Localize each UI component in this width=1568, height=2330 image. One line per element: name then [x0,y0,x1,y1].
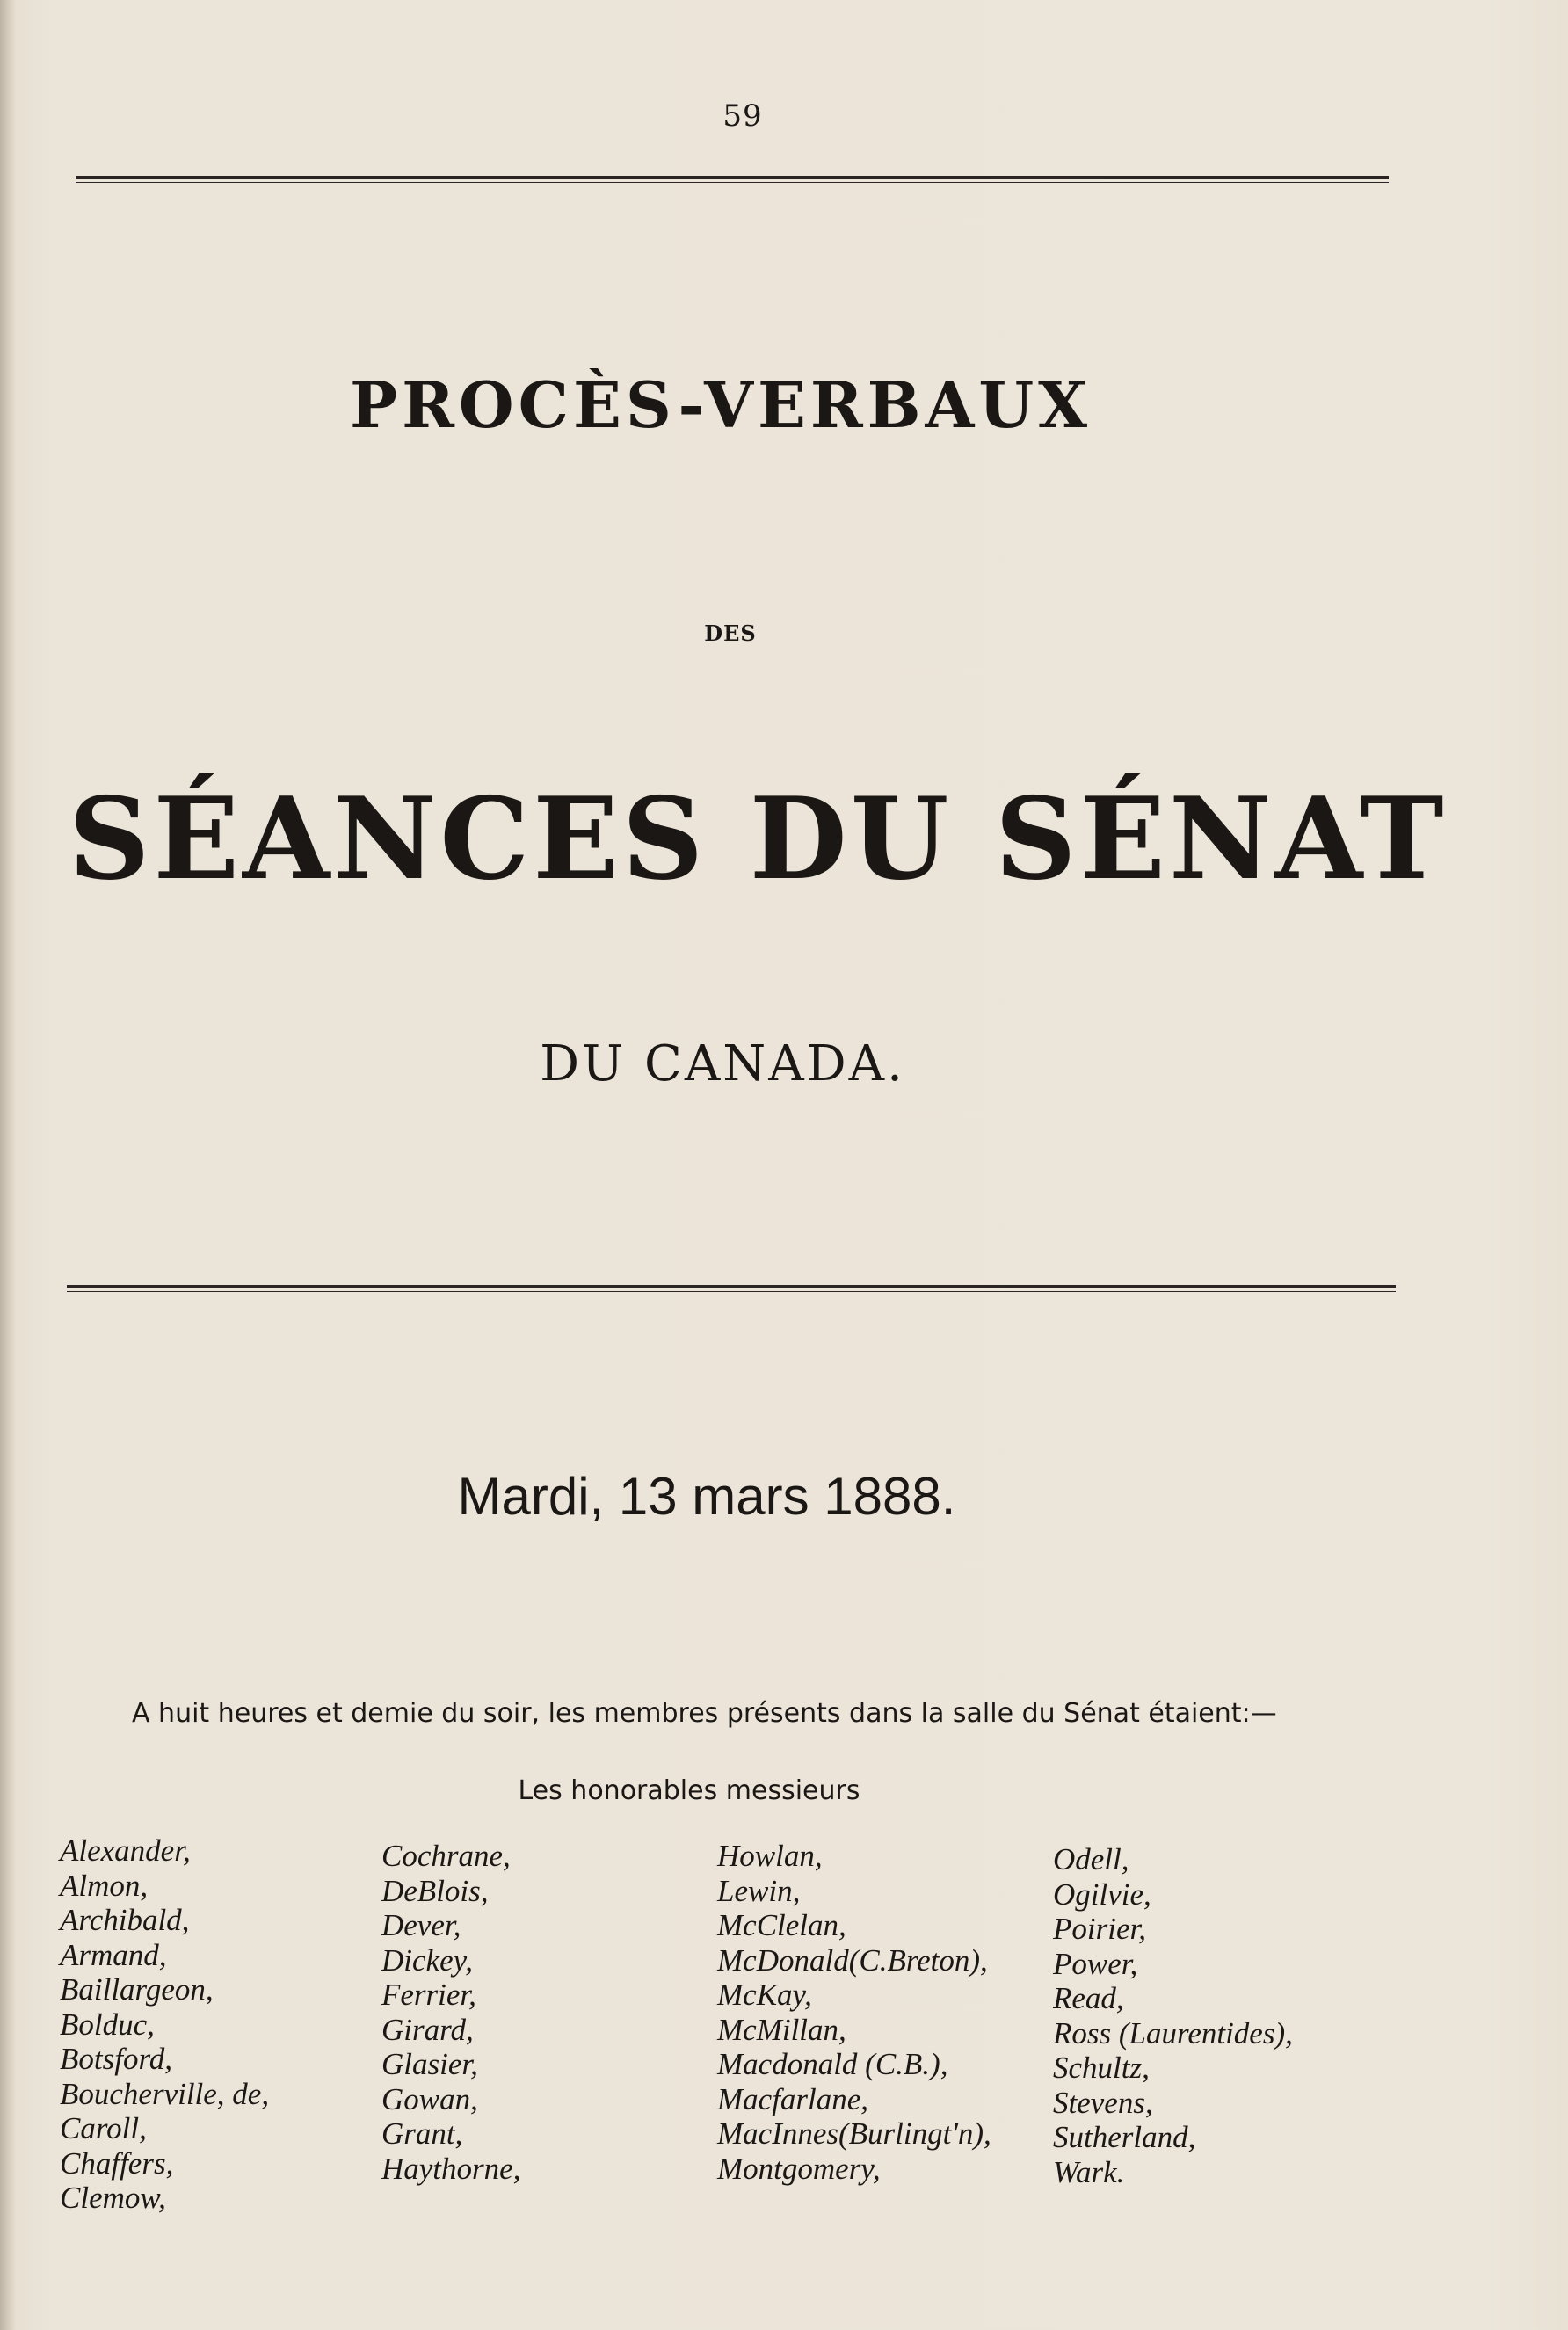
title-des: DES [704,621,757,646]
senator-name: Glasier, [381,2047,478,2081]
senator-name: Archibald, [60,1903,190,1937]
senator-name: Sutherland, [1053,2120,1196,2154]
intro-paragraph: A huit heures et demie du soir, les membres présents dans la salle du Sénat étaient:— [132,1698,1277,1729]
senator-name: Grant, [381,2116,463,2151]
senator-name: Wark. [1053,2154,1125,2189]
title-du-canada: DU CANADA. [540,1035,905,1092]
middle-rule [67,1285,1396,1292]
senator-name: Read, [1053,1981,1124,2015]
senator-name: Schultz, [1053,2051,1150,2085]
senator-column-4 [1053,1842,1293,2189]
senator-name: Haythorne, [381,2151,521,2186]
senator-name: Dickey, [381,1942,473,1978]
senator-name: Caroll, [60,2111,147,2145]
senator-name: Macdonald (C.B.), [717,2047,948,2081]
senator-name: Armand, [60,1937,167,1972]
senator-name: Chaffers, [60,2145,174,2181]
senator-name: Ferrier, [381,1978,476,2012]
top-rule [76,176,1389,183]
senator-name: Odell, [1053,1842,1129,1876]
senator-name: Howlan, [717,1839,823,1873]
title-seances-du-senat: SÉANCES DU SÉNAT [69,773,1448,905]
senator-name: Almon, [60,1868,149,1903]
senator-name: Clemow, [60,2181,166,2215]
senator-column-3 [717,1839,991,2186]
senator-name: Boucherville, de, [60,2076,270,2111]
senator-name: Gowan, [381,2081,478,2116]
senator-name: Lewin, [717,1873,801,1908]
senator-name: Stevens, [1053,2085,1153,2120]
senator-name: McClelan, [717,1908,846,1942]
senator-column-2 [381,1839,520,2186]
senator-name: McKay, [717,1978,812,2012]
senator-name: Girard, [381,2012,474,2047]
senator-name: Alexander, [60,1833,191,1868]
senator-name: Baillargeon, [60,1972,214,2007]
senator-name: Poirier, [1053,1912,1146,1946]
page-number: 59 [722,98,763,134]
title-proces-verbaux: PROCÈS-VERBAUX [349,367,1093,442]
sitting-date: Mardi, 13 mars 1888. [457,1467,956,1526]
senator-name: Power, [1053,1946,1138,1981]
roll-heading: Les honorables messieurs [518,1775,860,1806]
senator-name: Botsford, [60,2042,173,2076]
senator-name: Montgomery, [717,2151,881,2186]
senator-name: Cochrane, [381,1839,511,1873]
senator-column-1 [60,1833,269,2216]
senator-name: Bolduc, [60,2007,155,2042]
binding-shadow [0,0,16,2330]
senator-name: Macfarlane, [717,2081,869,2116]
senator-name: Ross (Laurentides), [1053,2015,1293,2051]
senator-name: Dever, [381,1908,461,1942]
senator-name: Ogilvie, [1053,1876,1151,1912]
senator-name: McMillan, [717,2012,846,2047]
senator-name: McDonald(C.Breton), [717,1942,988,1978]
senator-name: DeBlois, [381,1873,489,1908]
senator-name: MacInnes(Burlingt'n), [717,2116,991,2151]
